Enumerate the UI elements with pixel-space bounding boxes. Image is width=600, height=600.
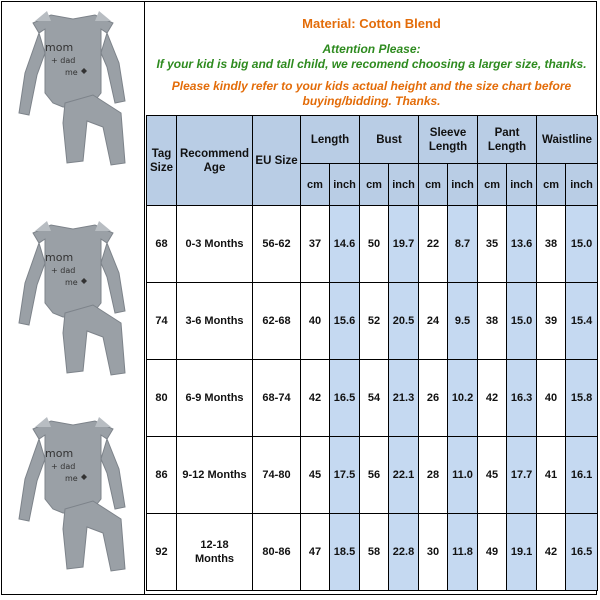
size-chart-table (146, 115, 598, 591)
cell-length-inch: 16.5 (330, 360, 360, 437)
cell-waist-inch: 15.4 (566, 283, 598, 360)
header-pant-line2: Length (487, 140, 527, 153)
cell-age-line1: 12-18 (200, 539, 229, 551)
attention-body: If your kid is big and tall child, we recomend choosing a larger size, thanks. (156, 57, 587, 71)
cell-length-inch: 15.6 (330, 283, 360, 360)
cell-pant-inch: 16.3 (507, 360, 537, 437)
cell-pant-cm: 35 (478, 206, 507, 283)
refer-line-1: Please kindly refer to your kids actual height and the size chart before (171, 79, 572, 93)
print-line-2: + dad (51, 266, 76, 275)
cell-eu: 68-74 (253, 360, 301, 437)
cell-bust-inch: 22.8 (389, 514, 419, 591)
cell-waist-inch: 15.0 (566, 206, 598, 283)
cell-bust-inch: 20.5 (389, 283, 419, 360)
cell-length-cm: 45 (301, 437, 330, 514)
outfit-illustration (3, 213, 143, 383)
cell-pant-inch: 17.7 (507, 437, 537, 514)
header-age-line2: Age (203, 161, 226, 174)
cell-eu: 62-68 (253, 283, 301, 360)
cell-tag: 80 (147, 360, 177, 437)
unit-inch: inch (448, 164, 478, 206)
cell-sleeve-cm: 24 (419, 283, 448, 360)
header-recommend-age (177, 116, 253, 206)
cell-tag: 92 (147, 514, 177, 591)
cell-bust-inch: 19.7 (389, 206, 419, 283)
cell-sleeve-inch: 9.5 (448, 283, 478, 360)
cell-bust-cm: 58 (360, 514, 389, 591)
outfit-illustration (3, 409, 143, 579)
unit-cm: cm (301, 164, 330, 206)
cell-sleeve-cm: 26 (419, 360, 448, 437)
header-waistline: Waistline (537, 116, 598, 164)
unit-cm: cm (537, 164, 566, 206)
header-row (147, 116, 598, 164)
print-line-2: + dad (51, 56, 76, 65)
cell-sleeve-inch: 10.2 (448, 360, 478, 437)
cell-waist-cm: 40 (537, 360, 566, 437)
cell-waist-inch: 16.1 (566, 437, 598, 514)
cell-bust-cm: 52 (360, 283, 389, 360)
unit-cm: cm (419, 164, 448, 206)
cell-age (177, 283, 253, 360)
cell-length-cm: 47 (301, 514, 330, 591)
cell-age-line1: 3-6 Months (185, 315, 244, 327)
table-row (147, 360, 598, 437)
header-tag-size-line2: Size (149, 161, 173, 174)
print-line-1: mom (45, 41, 74, 54)
cell-waist-inch: 15.8 (566, 360, 598, 437)
table-row (147, 514, 598, 591)
product-image (3, 3, 143, 173)
cell-bust-inch: 22.1 (389, 437, 419, 514)
header-sleeve-length (419, 116, 478, 164)
cell-waist-cm: 42 (537, 514, 566, 591)
cell-sleeve-cm: 30 (419, 514, 448, 591)
cell-waist-inch: 16.5 (566, 514, 598, 591)
cell-age (177, 514, 253, 591)
size-notes (146, 2, 597, 114)
header-tag-size (147, 116, 177, 206)
refer-line-2: buying/bidding. Thanks. (302, 94, 441, 108)
cell-pant-cm: 38 (478, 283, 507, 360)
cell-age (177, 360, 253, 437)
cell-bust-cm: 56 (360, 437, 389, 514)
header-pant-length (478, 116, 537, 164)
unit-inch: inch (330, 164, 360, 206)
cell-length-inch: 17.5 (330, 437, 360, 514)
cell-age-line1: 6-9 Months (185, 392, 244, 404)
cell-bust-cm: 50 (360, 206, 389, 283)
unit-inch: inch (566, 164, 598, 206)
unit-inch: inch (507, 164, 537, 206)
print-line-3: me (65, 474, 78, 483)
material-note: Material: Cotton Blend (302, 16, 441, 31)
cell-pant-cm: 42 (478, 360, 507, 437)
cell-pant-cm: 45 (478, 437, 507, 514)
cell-eu: 74-80 (253, 437, 301, 514)
cell-length-cm: 37 (301, 206, 330, 283)
cell-waist-cm: 39 (537, 283, 566, 360)
attention-title: Attention Please: (322, 42, 421, 56)
cell-sleeve-inch: 11.8 (448, 514, 478, 591)
cell-length-cm: 42 (301, 360, 330, 437)
attention-note (146, 42, 597, 72)
print-line-1: mom (45, 447, 74, 460)
outfit-illustration (3, 3, 143, 173)
cell-age (177, 206, 253, 283)
unit-cm: cm (478, 164, 507, 206)
cell-pant-inch: 13.6 (507, 206, 537, 283)
cell-length-inch: 18.5 (330, 514, 360, 591)
print-line-3: me (65, 278, 78, 287)
cell-tag: 74 (147, 283, 177, 360)
cell-sleeve-cm: 28 (419, 437, 448, 514)
cell-pant-inch: 19.1 (507, 514, 537, 591)
cell-tag: 68 (147, 206, 177, 283)
header-length: Length (301, 116, 360, 164)
cell-bust-cm: 54 (360, 360, 389, 437)
cell-age (177, 437, 253, 514)
cell-age-line1: 0-3 Months (185, 238, 244, 250)
print-line-1: mom (45, 251, 74, 264)
cell-length-inch: 14.6 (330, 206, 360, 283)
cell-bust-inch: 21.3 (389, 360, 419, 437)
cell-eu: 80-86 (253, 514, 301, 591)
cell-waist-cm: 38 (537, 206, 566, 283)
header-eu-size: EU Size (253, 116, 301, 206)
cell-age-line1: 9-12 Months (182, 469, 247, 481)
table-row (147, 283, 598, 360)
header-sleeve-line1: Sleeve (429, 126, 467, 139)
refer-note (146, 79, 597, 109)
unit-inch: inch (389, 164, 419, 206)
cell-age-line2: Months (194, 553, 235, 565)
product-image-column (1, 1, 145, 595)
print-line-2: + dad (51, 462, 76, 471)
cell-pant-cm: 49 (478, 514, 507, 591)
cell-sleeve-inch: 11.0 (448, 437, 478, 514)
cell-tag: 86 (147, 437, 177, 514)
header-sleeve-line2: Length (428, 140, 468, 153)
cell-length-cm: 40 (301, 283, 330, 360)
table-row (147, 437, 598, 514)
header-bust: Bust (360, 116, 419, 164)
cell-sleeve-cm: 22 (419, 206, 448, 283)
header-pant-line1: Pant (494, 126, 520, 139)
header-age-line1: Recommend (179, 147, 250, 160)
header-tag-size-line1: Tag (151, 147, 172, 160)
cell-pant-inch: 15.0 (507, 283, 537, 360)
product-image (3, 409, 143, 579)
cell-sleeve-inch: 8.7 (448, 206, 478, 283)
cell-waist-cm: 41 (537, 437, 566, 514)
cell-eu: 56-62 (253, 206, 301, 283)
print-line-3: me (65, 68, 78, 77)
unit-cm: cm (360, 164, 389, 206)
product-image (3, 213, 143, 383)
table-row (147, 206, 598, 283)
